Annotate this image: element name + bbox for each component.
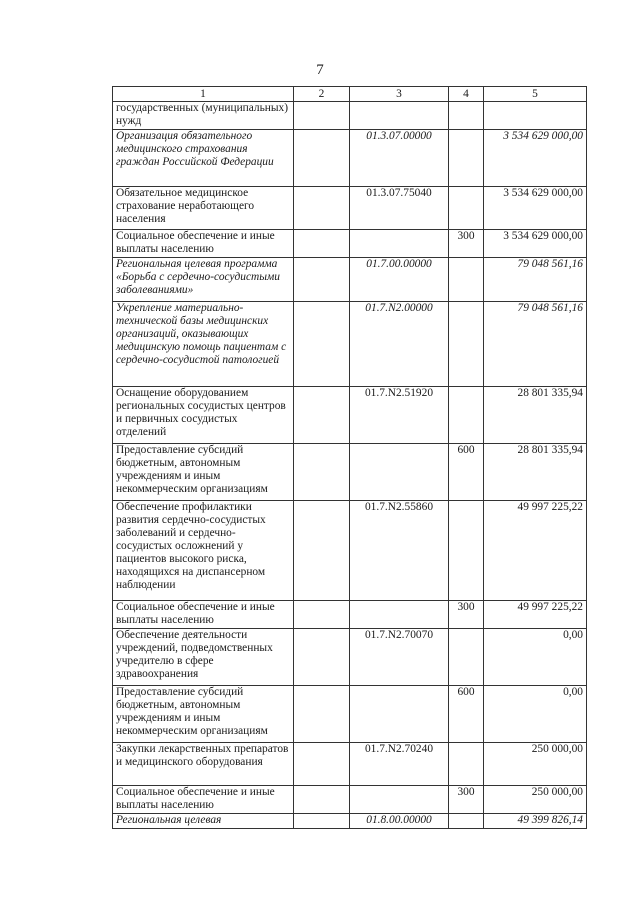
row-name-cell: государственных (муниципальных) нужд bbox=[113, 102, 294, 130]
row-code-cell bbox=[350, 444, 449, 501]
row-name-cell: Предоставление субсидий бюджетным, автономным учреждениям и иным некоммерческим организациям bbox=[113, 444, 294, 501]
table-row bbox=[113, 187, 587, 230]
row-col2-cell bbox=[294, 686, 350, 743]
row-amount-cell: 0,00 bbox=[484, 686, 587, 743]
row-code-cell: 01.7.N2.70240 bbox=[350, 743, 449, 786]
row-amount-cell: 250 000,00 bbox=[484, 786, 587, 814]
row-amount-cell bbox=[484, 102, 587, 130]
row-amount-cell: 250 000,00 bbox=[484, 743, 587, 786]
row-col2-cell bbox=[294, 444, 350, 501]
row-amount-cell: 28 801 335,94 bbox=[484, 444, 587, 501]
row-code-cell: 01.7.N2.70070 bbox=[350, 629, 449, 686]
row-amount-cell: 3 534 629 000,00 bbox=[484, 130, 587, 187]
row-col2-cell bbox=[294, 102, 350, 130]
row-code-cell bbox=[350, 786, 449, 814]
row-name-cell: Социальное обеспечение и иные выплаты населению bbox=[113, 601, 294, 629]
row-name-cell: Социальное обеспечение и иные выплаты населению bbox=[113, 786, 294, 814]
row-name-cell: Оснащение оборудованием региональных сосудистых центров и первичных сосудистых отделений bbox=[113, 387, 294, 444]
row-type-cell bbox=[449, 102, 484, 130]
row-type-cell bbox=[449, 387, 484, 444]
table-row bbox=[113, 102, 587, 130]
row-type-cell: 600 bbox=[449, 686, 484, 743]
table-row bbox=[113, 444, 587, 501]
row-name-cell: Обязательное медицинское страхование неработающего населения bbox=[113, 187, 294, 230]
row-code-cell: 01.3.07.75040 bbox=[350, 187, 449, 230]
row-name-cell: Закупки лекарственных препаратов и медицинского оборудования bbox=[113, 743, 294, 786]
table-row bbox=[113, 629, 587, 686]
row-type-cell: 600 bbox=[449, 444, 484, 501]
row-code-cell: 01.8.00.00000 bbox=[350, 814, 449, 829]
row-name-cell: Региональная целевая программа «Борьба с сердечно-сосудистыми заболеваниями» bbox=[113, 258, 294, 302]
row-amount-cell: 49 997 225,22 bbox=[484, 501, 587, 601]
row-name-cell: Социальное обеспечение и иные выплаты населению bbox=[113, 230, 294, 258]
table-body bbox=[113, 102, 587, 829]
row-name-cell: Организация обязательного медицинского страхования граждан Российской Федерации bbox=[113, 130, 294, 187]
row-amount-cell: 49 399 826,14 bbox=[484, 814, 587, 829]
column-header-2: 2 bbox=[294, 87, 350, 102]
column-header-4: 4 bbox=[449, 87, 484, 102]
row-type-cell: 300 bbox=[449, 786, 484, 814]
row-type-cell: 300 bbox=[449, 601, 484, 629]
row-col2-cell bbox=[294, 130, 350, 187]
row-code-cell: 01.7.N2.00000 bbox=[350, 302, 449, 387]
table-row bbox=[113, 686, 587, 743]
table-row bbox=[113, 743, 587, 786]
row-code-cell: 01.7.N2.55860 bbox=[350, 501, 449, 601]
table-row bbox=[113, 814, 587, 829]
row-code-cell bbox=[350, 686, 449, 743]
row-amount-cell: 79 048 561,16 bbox=[484, 258, 587, 302]
row-name-cell: Региональная целевая bbox=[113, 814, 294, 829]
row-amount-cell: 3 534 629 000,00 bbox=[484, 230, 587, 258]
row-code-cell: 01.3.07.00000 bbox=[350, 130, 449, 187]
row-amount-cell: 49 997 225,22 bbox=[484, 601, 587, 629]
row-amount-cell: 3 534 629 000,00 bbox=[484, 187, 587, 230]
row-code-cell: 01.7.00.00000 bbox=[350, 258, 449, 302]
row-col2-cell bbox=[294, 814, 350, 829]
row-amount-cell: 28 801 335,94 bbox=[484, 387, 587, 444]
row-amount-cell: 0,00 bbox=[484, 629, 587, 686]
row-col2-cell bbox=[294, 230, 350, 258]
row-col2-cell bbox=[294, 258, 350, 302]
table-row bbox=[113, 258, 587, 302]
page-number: 7 bbox=[316, 62, 324, 78]
row-code-cell bbox=[350, 230, 449, 258]
table-row bbox=[113, 786, 587, 814]
budget-table bbox=[112, 86, 587, 829]
row-name-cell: Обеспечение профилактики развития сердечно-сосудистых заболеваний и сердечно-сосудистых осложнений у пациентов высокого риска, находящихся на диспансерном наблюдении bbox=[113, 501, 294, 601]
row-col2-cell bbox=[294, 387, 350, 444]
row-code-cell: 01.7.N2.51920 bbox=[350, 387, 449, 444]
row-type-cell bbox=[449, 187, 484, 230]
row-amount-cell: 79 048 561,16 bbox=[484, 302, 587, 387]
row-type-cell: 300 bbox=[449, 230, 484, 258]
row-type-cell bbox=[449, 501, 484, 601]
table-header-row bbox=[113, 87, 587, 102]
table-row bbox=[113, 387, 587, 444]
row-col2-cell bbox=[294, 501, 350, 601]
row-col2-cell bbox=[294, 302, 350, 387]
row-code-cell bbox=[350, 601, 449, 629]
column-header-3: 3 bbox=[350, 87, 449, 102]
row-col2-cell bbox=[294, 187, 350, 230]
row-col2-cell bbox=[294, 601, 350, 629]
column-header-5: 5 bbox=[484, 87, 587, 102]
row-type-cell bbox=[449, 629, 484, 686]
row-type-cell bbox=[449, 130, 484, 187]
row-type-cell bbox=[449, 258, 484, 302]
row-name-cell: Обеспечение деятельности учреждений, подведомственных учредителю в сфере здравоохранения bbox=[113, 629, 294, 686]
column-header-1: 1 bbox=[113, 87, 294, 102]
table-row bbox=[113, 230, 587, 258]
row-name-cell: Предоставление субсидий бюджетным, автономным учреждениям и иным некоммерческим организациям bbox=[113, 686, 294, 743]
table-row bbox=[113, 130, 587, 187]
row-col2-cell bbox=[294, 743, 350, 786]
table-row bbox=[113, 302, 587, 387]
row-code-cell bbox=[350, 102, 449, 130]
row-col2-cell bbox=[294, 786, 350, 814]
row-type-cell bbox=[449, 743, 484, 786]
table-row bbox=[113, 501, 587, 601]
row-name-cell: Укрепление материально-технической базы медицинских организаций, оказывающих медицинскую помощь пациентам с сердечно-сосудистой патологией bbox=[113, 302, 294, 387]
row-col2-cell bbox=[294, 629, 350, 686]
row-type-cell bbox=[449, 814, 484, 829]
table-row bbox=[113, 601, 587, 629]
row-type-cell bbox=[449, 302, 484, 387]
